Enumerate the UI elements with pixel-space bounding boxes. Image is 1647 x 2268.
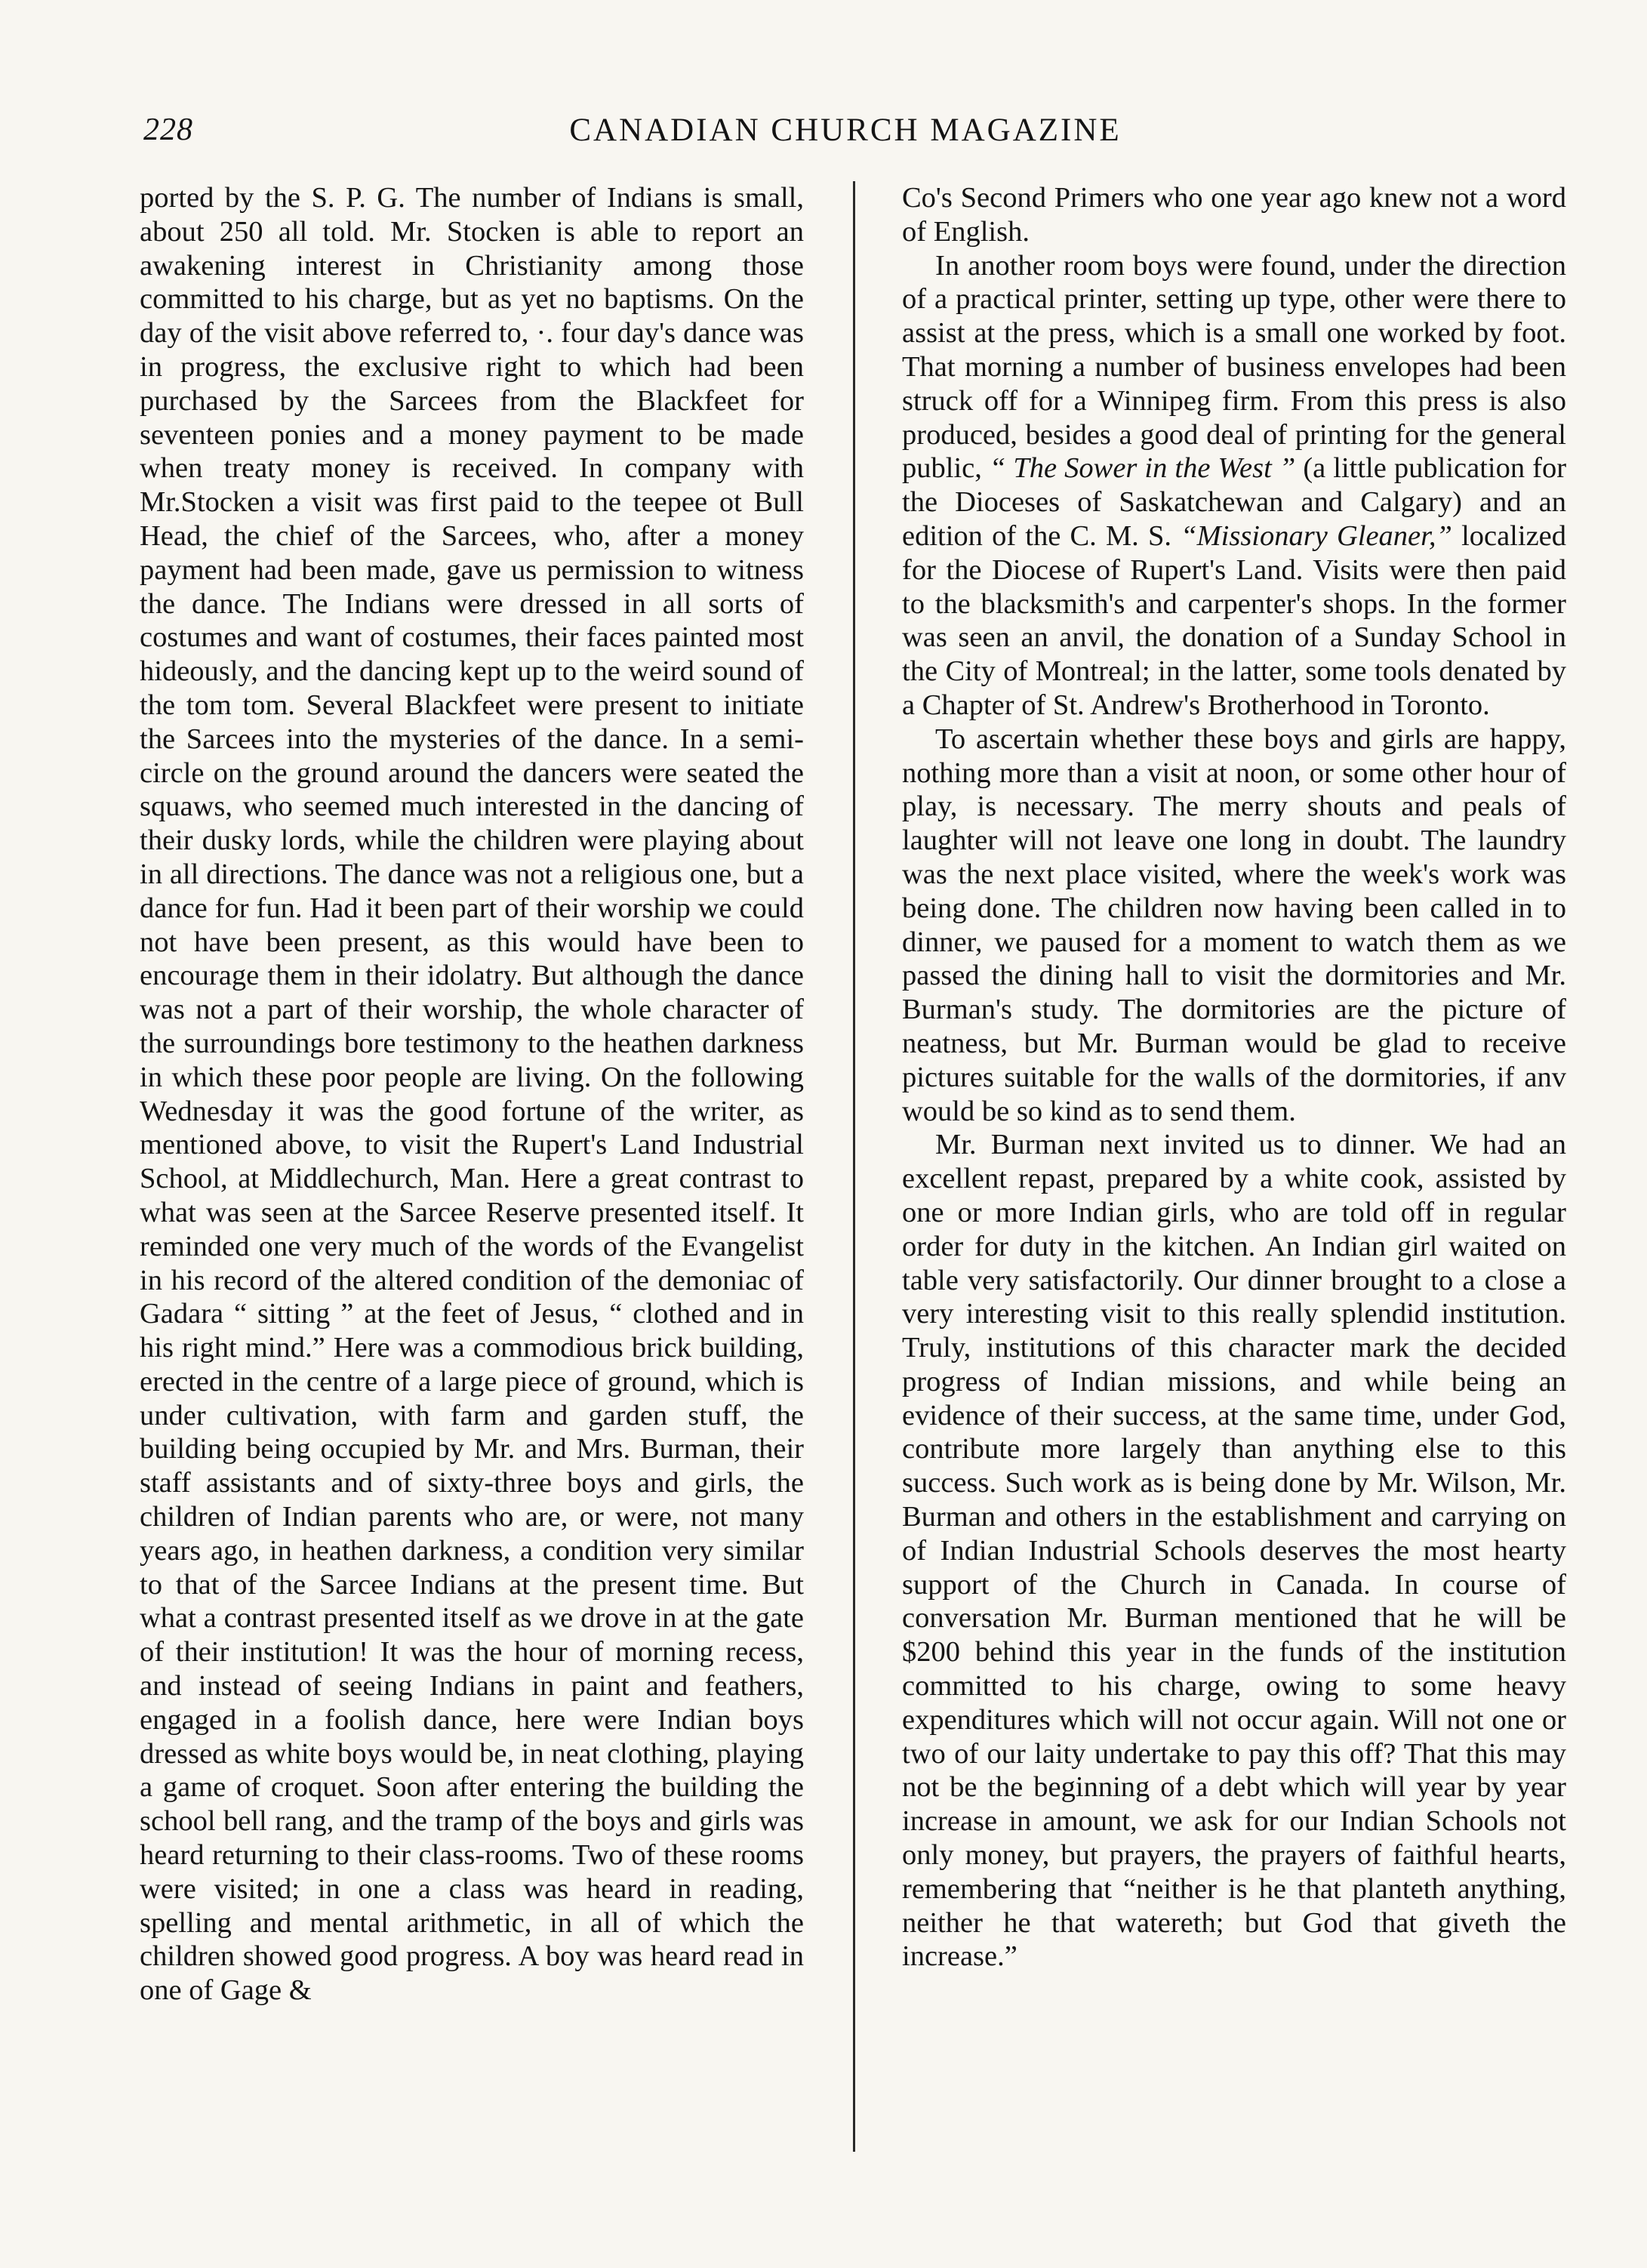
page-number: 228 <box>143 112 193 147</box>
paragraph: Co's Second Primers who one year ago knew not a word of English. <box>902 182 1566 248</box>
paragraph: Mr. Burman next invited us to dinner. We had an excellent repast, prepared by a white cook, assisted by one or more Indian girls, who are told off in regular order for duty in the kitchen. An Indian girl waited on table very satisfactorily. Our dinner brought to a close a very interesting visit to this really splendid institution. Truly, institutions of this character mark the decided progress of Indian missions, and while being an evidence of their success, at the same time, under God, contribute more largely than anything else to this success. Such work as is being done by Mr. Wilson, Mr. Burman and others in the establishment and carrying on of Indian Industrial Schools deserves the most hearty support of the Church in Canada. In course of conversation Mr. Burman mentioned that he will be $200 behind this year in the funds of the institution committed to his charge, owing to some heavy expenditures which will not occur again. Will not one or two of our laity undertake to pay this off? That this may not be the beginning of a debt which will year by year increase in amount, we ask for our Indian Schools not only money, but prayers, the prayers of faithful hearts, remembering that “neither is he that planteth anything, neither he that watereth; but God that giveth the increase.” <box>902 1129 1566 1973</box>
paragraph-text: In another room boys were found, under the direction of a practical printer, setting up type, other were there to assist at the press, which is a small one worked by foot. That morning a number of business envelopes had been struck off for a Winnipeg firm. From this press is also produced, besides a good deal of printing for the general public, <box>902 249 1566 485</box>
running-title: CANADIAN CHURCH MAGAZINE <box>569 112 1122 148</box>
column-divider <box>853 181 855 2152</box>
paragraph: ported by the S. P. G. The number of Indians is small, about 250 all told. Mr. Stocken is able to report an awakening interest in Christianity among those committed to his charge, but as yet no baptisms. On the day of the visit above referred to, ·. four day's dance was in progress, the exclusive right to which had been purchased by the Sarcees from the Blackfeet for seventeen ponies and a money payment to be made when treaty money is received. In company with Mr.Stocken a visit was first paid to the teepee ot Bull Head, the chief of the Sarcees, who, after a money payment had been made, gave us permission to witness the dance. The Indians were dressed in all sorts of costumes and want of costumes, their faces painted most hideously, and the dancing kept up to the weird sound of the tom tom. Several Blackfeet were present to initiate the Sarcees into the mysteries of the dance. In a semi-circle on the ground around the dancers were seated the squaws, who seemed much interested in the dancing of their dusky lords, while the children were playing about in all directions. The dance was not a religious one, but a dance for fun. Had it been part of their worship we could not have been present, as this would have been to encourage them in their idolatry. But although the dance was not a part of their worship, the whole character of the surroundings bore testimony to the heathen darkness in which these poor people are living. On the following Wednesday it was the good fortune of the writer, as mentioned above, to visit the Rupert's Land Industrial School, at Middlechurch, Man. Here a great contrast to what was seen at the Sarcee Reserve presented itself. It reminded one very much of the words of the Evangelist in his record of the altered condition of the demoniac of Gadara “ sitting ” at the feet of Jesus, “ clothed and in his right mind.” Here was a commodious brick building, erected in the centre of a large piece of ground, which is under cultivation, with farm and garden stuff, the building being occupied by Mr. and Mrs. Burman, their staff assistants and of sixty-three boys and girls, the children of Indian parents who are, or were, not many years ago, in heathen darkness, a condition very similar to that of the Sarcee Indians at the present time. But what a contrast presented itself as we drove in at the gate of their institution! It was the hour of morning recess, and instead of seeing Indians in paint and feathers, engaged in a foolish dance, here were Indian boys dressed as white boys would be, in neat clothing, playing a game of croquet. Soon after entering the building the school bell rang, and the tramp of the boys and girls was heard returning to their class-rooms. Two of these rooms were visited; in one a class was heard in reading, spelling and mental arithmetic, in all of which the children showed good progress. A boy was heard read in one of Gage & <box>140 182 804 2007</box>
paragraph-text: localized for the Diocese of Rupert's Land. Visits were then paid to the blacksmith's and carpenter's shops. In the former was seen an anvil, the donation of a Sunday School in the City of Montreal; in the latter, some tools denated by a Chapter of St. Andrew's Brotherhood in Toronto. <box>902 519 1566 721</box>
page-header <box>136 112 1555 157</box>
publication-title: “Missionary Gleaner,” <box>1181 519 1452 552</box>
right-column <box>902 181 1566 2152</box>
publication-title: “ The Sower in the West ” <box>989 452 1296 485</box>
article-body <box>140 181 1566 2152</box>
paragraph-text: (a little publication for the Dioceses of Saskatchewan and Calgary) and an edition of the C. M. S. <box>902 452 1566 552</box>
left-column <box>140 181 804 2152</box>
paragraph <box>902 249 1566 723</box>
paragraph: To ascertain whether these boys and girls are happy, nothing more than a visit at noon, or some other hour of play, is necessary. The merry shouts and peals of laughter will not leave one long in doubt. The laundry was the next place visited, where the week's work was being done. The children now having been called in to dinner, we paused for a moment to watch them as we passed the dining hall to visit the dormitories and Mr. Burman's study. The dormitories are the picture of neatness, but Mr. Burman would be glad to receive pictures suitable for the walls of the dormitories, if anv would be so kind as to send them. <box>902 723 1566 1127</box>
